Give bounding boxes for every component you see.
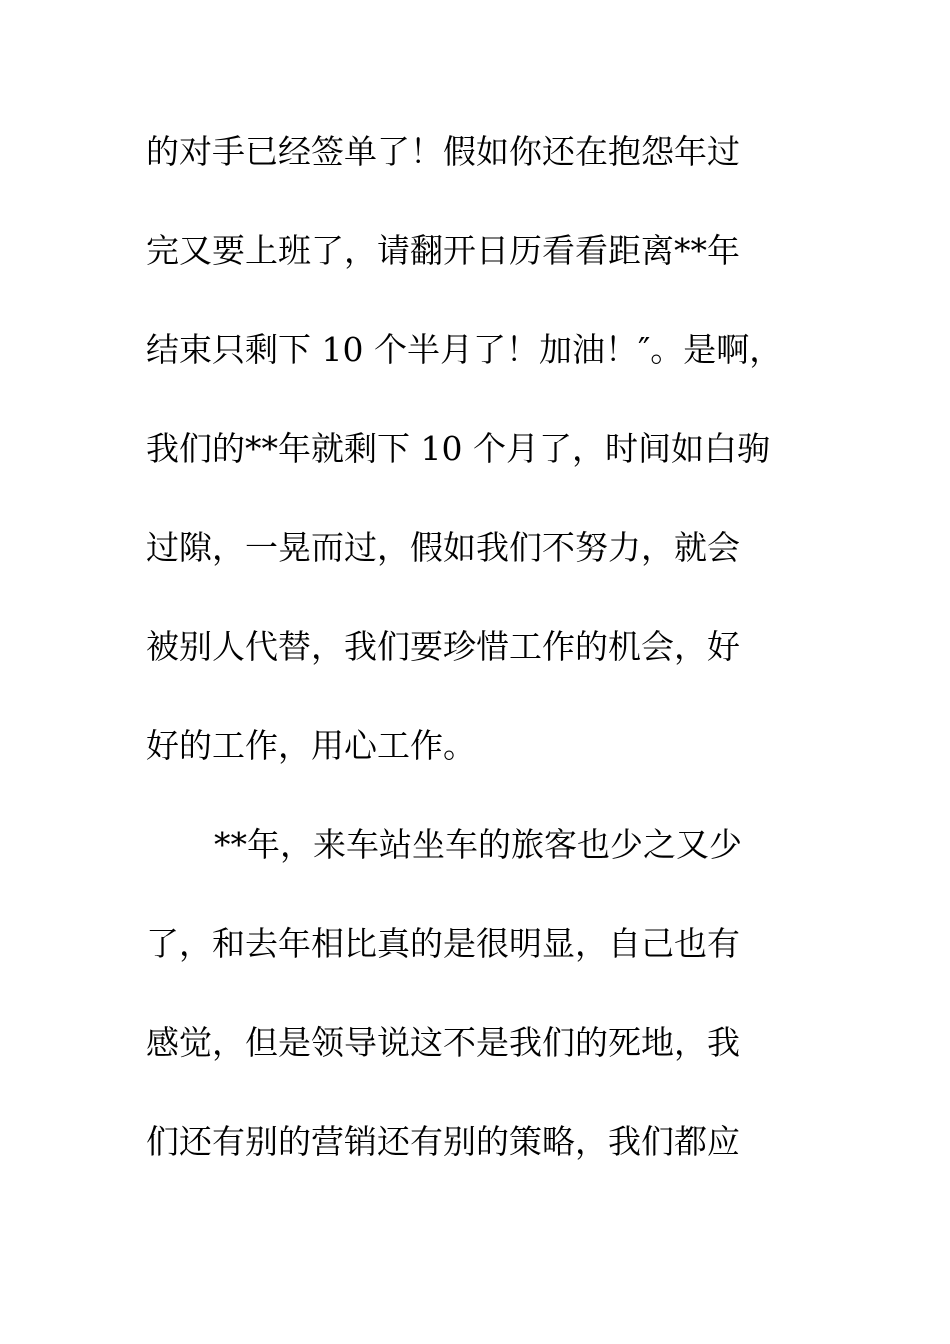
text-line-7: 好的工作，用心工作。 xyxy=(146,726,476,765)
text-line-8-paragraph-start: **年，来车站坐车的旅客也少之又少 xyxy=(214,825,742,864)
text-line-3: 结束只剩下 10 个半月了！加油！″。是啊， xyxy=(146,330,783,369)
text-line-9: 了，和去年相比真的是很明显，自己也有 xyxy=(146,924,740,963)
text-line-4: 我们的**年就剩下 10 个月了，时间如白驹 xyxy=(146,429,770,468)
text-line-11: 们还有别的营销还有别的策略，我们都应 xyxy=(146,1122,740,1161)
text-line-5: 过隙，一晃而过，假如我们不努力，就会 xyxy=(146,528,740,567)
body-text xyxy=(146,122,806,1211)
text-line-2: 完又要上班了，请翻开日历看看距离**年 xyxy=(146,231,740,270)
text-line-1: 的对手已经签单了！假如你还在抱怨年过 xyxy=(146,132,740,171)
text-line-10: 感觉，但是领导说这不是我们的死地，我 xyxy=(146,1023,740,1062)
text-line-6: 被别人代替，我们要珍惜工作的机会，好 xyxy=(146,627,740,666)
